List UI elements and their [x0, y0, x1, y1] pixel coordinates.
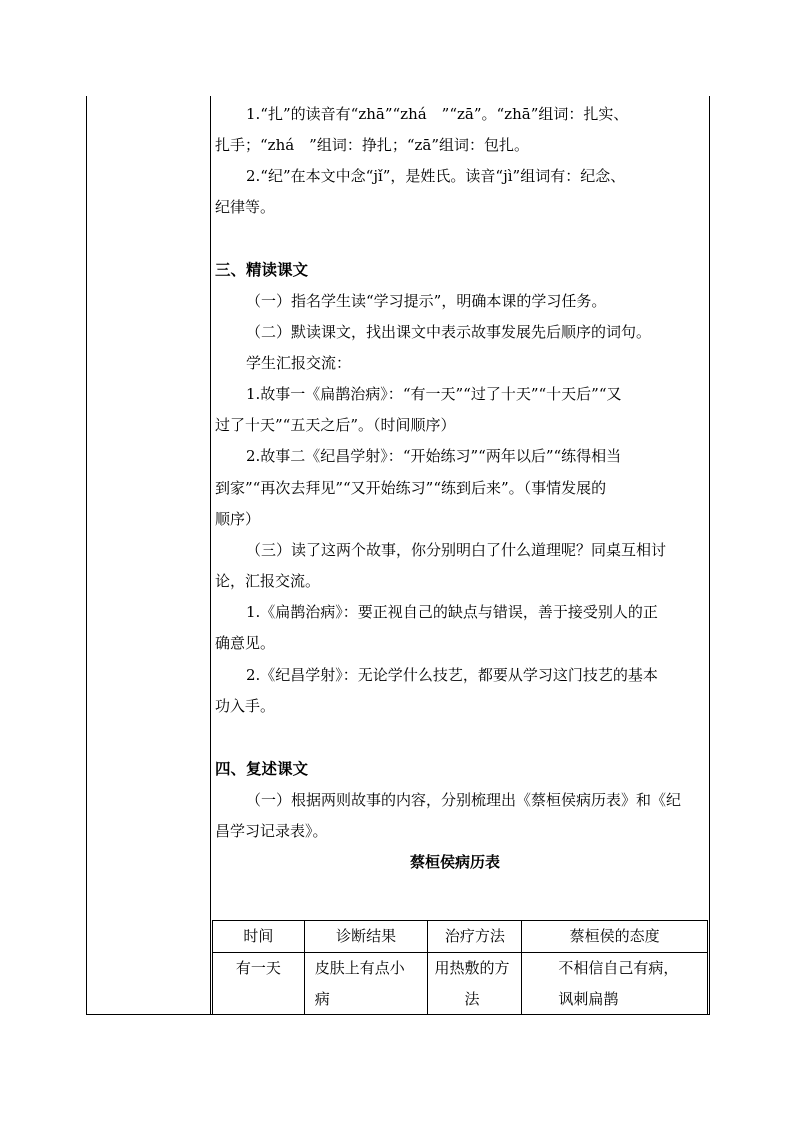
- cell-treatment-line-2: 法: [464, 990, 480, 1008]
- story-two-line-3: 顺序）: [215, 510, 261, 528]
- lesson-one-line-2: 确意见。: [215, 634, 276, 652]
- lesson-one-line-1: 1.《扁鹊治病》：要正视自己的缺点与错误，善于接受别人的正: [246, 603, 658, 621]
- header-attitude: 蔡桓侯的态度: [522, 921, 708, 953]
- cell-attitude-line-1: 不相信自己有病，: [558, 959, 679, 977]
- retell-step-line-1: （一）根据两则故事的内容，分别梳理出《蔡桓侯病历表》和《纪: [246, 791, 682, 809]
- cell-diagnosis: [304, 953, 428, 1016]
- cell-treatment-line-1: 用热敷的方: [434, 959, 510, 977]
- header-diagnosis: 诊断结果: [304, 921, 428, 953]
- section-heading-close-reading: 三、精读课文: [215, 261, 309, 279]
- step-two-line: （二）默读课文，找出课文中表示故事发展先后顺序的词句。: [246, 323, 652, 341]
- story-two-line-1: 2.故事二《纪昌学射》：“开始练习”“两年以后”“练得相当: [246, 447, 622, 465]
- cell-attitude-line-2: 讽刺扁鹊: [558, 990, 619, 1008]
- pinyin-zha-line-2: 扎手；“zhá ”组词：挣扎；“zā”组词：包扎。: [215, 136, 530, 154]
- table-row: [213, 953, 708, 1016]
- step-one-line: （一）指名学生读“学习提示”，明确本课的学习任务。: [246, 292, 607, 310]
- table-caption: 蔡桓侯病历表: [410, 853, 501, 871]
- lesson-two-line-1: 2.《纪昌学射》：无论学什么技艺，都要从学习这门技艺的基本: [246, 666, 658, 684]
- cell-attitude: [522, 953, 708, 1016]
- step-three-line-2: 论，汇报交流。: [215, 572, 321, 590]
- retell-step-line-2: 昌学习记录表》。: [215, 822, 328, 840]
- story-two-line-2: 到家”“再次去拜见”“又开始练习”“练到后来”。（事情发展的: [215, 479, 607, 497]
- table-header-row: [213, 921, 708, 953]
- cell-diagnosis-line-1: 皮肤上有点小: [314, 959, 405, 977]
- step-three-line-1: （三）读了这两个故事，你分别明白了什么道理呢？同桌互相讨: [246, 541, 667, 559]
- cell-time: 有一天: [213, 953, 305, 1016]
- story-one-line-2: 过了十天”“五天之后”。（时间顺序）: [215, 416, 456, 434]
- cell-diagnosis-line-2: 病: [314, 990, 330, 1008]
- student-report-line: 学生汇报交流：: [246, 354, 352, 372]
- cell-treatment: [428, 953, 522, 1016]
- section-heading-retell: 四、复述课文: [215, 760, 309, 778]
- pinyin-ji-line-1: 2.“纪”在本文中念“jǐ”，是姓氏。读音“jì”组词有：纪念、: [246, 167, 626, 185]
- header-time: 时间: [213, 921, 305, 953]
- pinyin-zha-line-1: 1.“扎”的读音有“zhā”“zhá ”“zā”。“zhā”组词：扎实、: [246, 105, 629, 123]
- story-one-line-1: 1.故事一《扁鹊治病》：“有一天”“过了十天”“十天后”“又: [246, 385, 622, 403]
- pinyin-ji-line-2: 纪律等。: [215, 198, 276, 216]
- medical-record-table: [212, 920, 708, 1015]
- column-divider: [210, 96, 211, 1014]
- header-treatment: 治疗方法: [428, 921, 522, 953]
- lesson-two-line-2: 功入手。: [215, 697, 276, 715]
